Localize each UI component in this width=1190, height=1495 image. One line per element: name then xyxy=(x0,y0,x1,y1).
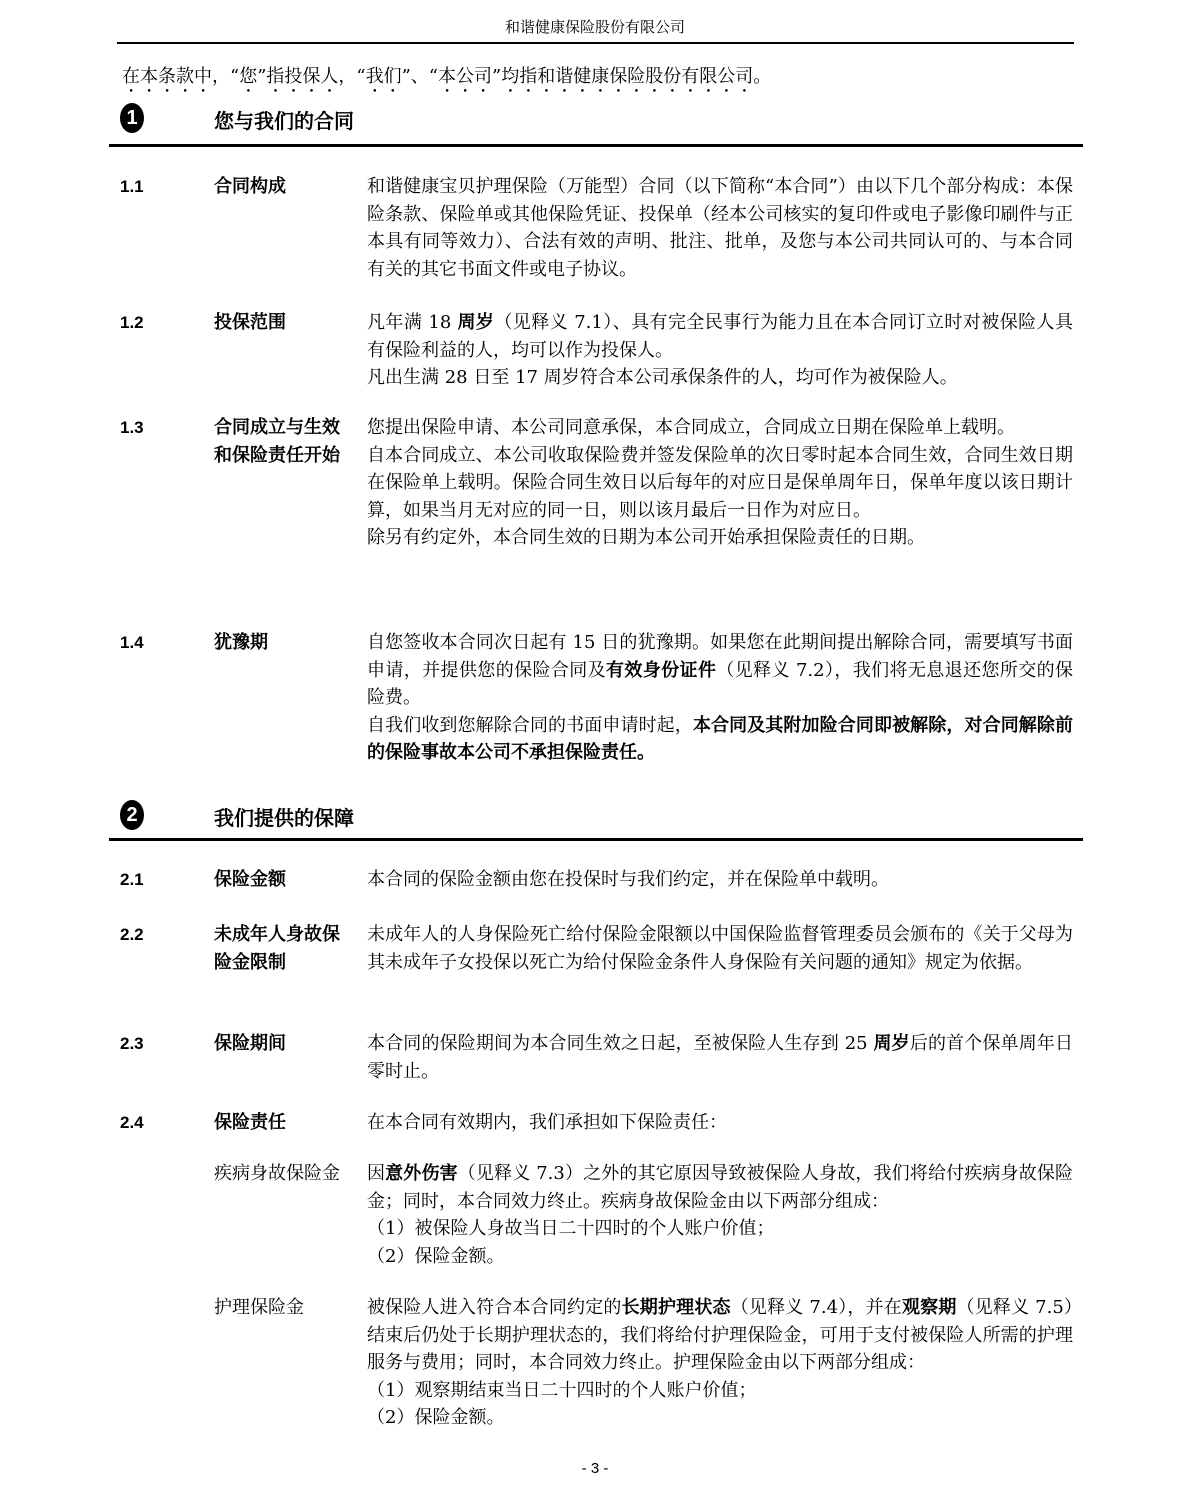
paragraph: 您提出保险申请、本公司同意承保，本合同成立，合同成立日期在保险单上载明。 xyxy=(367,417,1015,438)
list-item: （1）观察期结束当日二十四时的个人账户价值； xyxy=(367,1379,757,1401)
defined-term: 周岁 xyxy=(457,312,495,333)
clause-body xyxy=(367,173,1073,283)
sub-clause-title: 护理保险金 xyxy=(214,1297,304,1318)
defined-term: 观察期 xyxy=(901,1297,957,1318)
clause-number: 2.1 xyxy=(120,870,144,889)
paragraph: 自本合同成立、本公司收取保险费并签发保险单的次日零时起本合同生效，合同生效日期在保险单上载明。保险合同生效日以后每年的对应日是保单周年日，保单年度以该日期计算，如果当月无对应的同一日，则以该月最后一日作为对应日。 xyxy=(367,444,1073,521)
paragraph xyxy=(367,1294,1073,1377)
text: 本合同的保险期间为本合同生效之日起，至被保险人生存到 25 xyxy=(367,1033,874,1054)
clause-number: 1.4 xyxy=(120,633,144,652)
defined-term: 意外伤害 xyxy=(385,1163,458,1184)
paragraph: 在本合同有效期内，我们承担如下保险责任： xyxy=(367,1112,727,1133)
section-rule xyxy=(109,144,1083,147)
defined-term: 周岁 xyxy=(873,1033,910,1054)
section-title: 您与我们的合同 xyxy=(214,109,354,133)
clause-title: 保险责任 xyxy=(214,1112,286,1133)
section-number-badge: 2 xyxy=(120,800,144,830)
text: （见释义 7.3）之外的其它原因导致被保险人身故，我们将给付疾病身故保险金；同时，本合同效力终止。疾病身故保险金由以下两部分组成： xyxy=(367,1163,1073,1212)
text: （见释义 7.4），并在 xyxy=(730,1297,902,1318)
clause-number: 2.3 xyxy=(120,1034,144,1053)
intro-statement xyxy=(122,62,771,97)
section-title-text: 我们提供的保障 xyxy=(214,806,354,830)
text: （见释义 7.1）、具有完全民事行为能力且在本合同订立时对被保险人具有保险利益的人，均可以作为投保人。 xyxy=(367,312,1073,361)
paragraph xyxy=(367,1030,1073,1085)
clause-body xyxy=(367,866,1073,894)
clause-number: 1.2 xyxy=(120,313,144,332)
list-item: （2）保险金额。 xyxy=(367,1407,505,1428)
clause-number: 1.3 xyxy=(120,418,144,437)
clause-title: 未成年人身故保险金限制 xyxy=(214,924,340,973)
paragraph: 本合同的保险金额由您在投保时与我们约定，并在保险单中载明。 xyxy=(367,869,889,890)
section-rule xyxy=(109,838,1083,841)
clause-body xyxy=(367,1160,1073,1270)
clause-title: 合同构成 xyxy=(214,176,286,197)
clause-body xyxy=(367,1294,1073,1432)
text: 自我们收到您解除合同的书面申请时起， xyxy=(367,714,693,736)
text: 自您签收本合同次日起有 15 日的犹豫期。如果您在此期间提出解除合同，需要填写书面申请，并提供您的保险合同及 xyxy=(367,632,1073,681)
paragraph xyxy=(367,309,1073,364)
clause-body xyxy=(367,1109,1073,1137)
section-number-badge: 1 xyxy=(120,103,144,133)
clause-body xyxy=(367,414,1073,552)
page-header-company: 和谐健康保险股份有限公司 xyxy=(504,18,685,36)
text: （见释义 7.5）结束后仍处于长期护理状态的，我们将给付护理保险金，可用于支付被保险人所需的护理服务与费用；同时，本合同效力终止。护理保险金由以下两部分组成： xyxy=(367,1297,1073,1373)
text: （见释义 7.2），我们将无息退还您所交的保险费。 xyxy=(367,659,1073,708)
text: 因 xyxy=(367,1163,386,1184)
clause-body xyxy=(367,921,1073,976)
clause-body xyxy=(367,309,1073,392)
clause-title: 投保范围 xyxy=(214,312,286,333)
clause-title: 保险金额 xyxy=(214,869,286,890)
text: 被保险人进入符合本合同约定的 xyxy=(367,1297,622,1318)
clause-body xyxy=(367,629,1073,767)
defined-term: 长期护理状态 xyxy=(621,1297,731,1318)
intro-text: 在本条款中，“您”指投保人，“我们”、“本公司”均指和谐健康保险股份有限公司。 xyxy=(122,66,772,87)
text: 凡年满 18 xyxy=(367,312,458,333)
clause-title: 保险期间 xyxy=(214,1033,286,1054)
clause-body xyxy=(367,1030,1073,1085)
list-item: （1）被保险人身故当日二十四时的个人账户价值； xyxy=(367,1218,775,1239)
paragraph: 除另有约定外，本合同生效的日期为本公司开始承担保险责任的日期。 xyxy=(367,527,925,548)
clause-number: 2.2 xyxy=(120,925,144,944)
emphasis-text: 本合同及其附加险合同即被解除，对合同解除前的保险事故本公司不承担保险责任。 xyxy=(367,714,1074,763)
list-item: （2）保险金额。 xyxy=(367,1245,505,1267)
section-title xyxy=(214,802,354,831)
clause-number: 2.4 xyxy=(120,1113,144,1132)
paragraph xyxy=(367,629,1073,712)
clause-title: 犹豫期 xyxy=(214,632,268,653)
clause-title: 合同成立与生效和保险责任开始 xyxy=(214,417,340,466)
paragraph xyxy=(367,1160,1073,1215)
paragraph: 和谐健康宝贝护理保险（万能型）合同（以下简称“本合同”）由以下几个部分构成：本保险条款、保险单或其他保险凭证、投保单（经本公司核实的复印件或电子影像印刷件与正本具有同等效力）、合法有效的声明、批注、批单，及您与本公司共同认可的、与本合同有关的其它书面文件或电子协议。 xyxy=(367,176,1073,280)
paragraph: 未成年人的人身保险死亡给付保险金限额以中国保险监督管理委员会颁布的《关于父母为其未成年子女投保以死亡为给付保险金条件人身保险有关问题的通知》规定为依据。 xyxy=(367,924,1073,973)
paragraph: 凡出生满 28 日至 17 周岁符合本公司承保条件的人，均可作为被保险人。 xyxy=(367,367,958,388)
paragraph xyxy=(367,712,1073,767)
clause-number: 1.1 xyxy=(120,177,144,196)
page-number: - 3 - xyxy=(581,1460,609,1477)
header-rule xyxy=(117,42,1074,44)
text: 后的首个保单周年日零时止。 xyxy=(367,1033,1073,1082)
defined-term: 有效身份证件 xyxy=(606,659,717,681)
sub-clause-title: 疾病身故保险金 xyxy=(214,1163,340,1184)
